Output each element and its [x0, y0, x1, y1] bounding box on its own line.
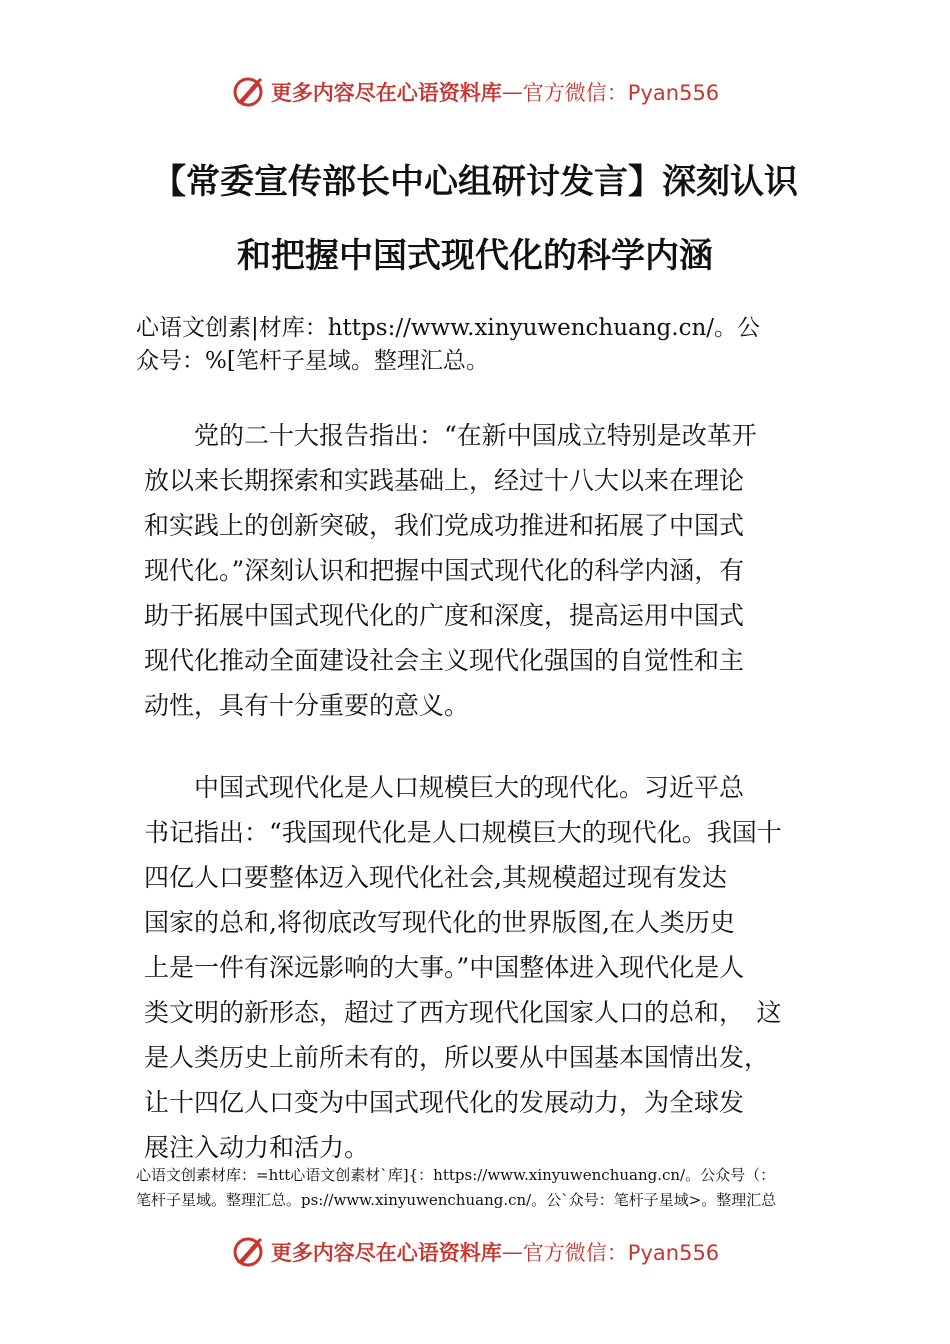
source-line-2: 众号：%[笔杆子星域。整理汇总。	[136, 348, 489, 374]
paragraph-line: 展注入动力和活力。	[144, 1133, 370, 1162]
banner-wechat: 官方微信：Pyan556	[522, 1241, 720, 1265]
paragraph-line: 放以来长期探索和实践基础上，经过十八大以来在理论	[144, 466, 745, 495]
paragraph-line: 和实践上的创新突破，我们党成功推进和拓展了中国式	[144, 511, 745, 540]
red-quill-logo-icon	[231, 75, 265, 109]
red-quill-logo-icon	[231, 1235, 265, 1269]
footer-note	[136, 1163, 846, 1213]
paragraph-line: 现代化。”深刻认识和把握中国式现代化的科学内涵，有	[144, 556, 745, 585]
banner-separator: —	[501, 1240, 523, 1264]
banner-text: 更多内容尽在心语资料库	[270, 1241, 502, 1265]
page-title-line-1: 【常委宣传部长中心组研讨发言】深刻认识	[152, 162, 798, 202]
source-line-1: 心语文创素|材库：https://www.xinyuwenchuang.cn/。公	[136, 315, 761, 341]
header-banner	[0, 72, 950, 112]
paragraph-1	[144, 413, 834, 728]
footer-banner	[0, 1232, 950, 1272]
paragraph-line: 国家的总和,将彻底改写现代化的世界版图,在人类历史	[144, 908, 735, 937]
paragraph-line: 助于拓展中国式现代化的广度和深度，提高运用中国式	[144, 601, 745, 630]
paragraph-line: 现代化推动全面建设社会主义现代化强国的自觉性和主	[144, 646, 745, 675]
page-title-line-2: 和把握中国式现代化的科学内涵	[237, 236, 713, 276]
paragraph-line: 书记指出：“我国现代化是人口规模巨大的现代化。我国十	[144, 818, 782, 847]
paragraph-line: 中国式现代化是人口规模巨大的现代化。习近平总	[144, 773, 745, 802]
source-note	[136, 312, 836, 378]
banner-separator: —	[501, 80, 523, 104]
paragraph-line: 让十四亿人口变为中国式现代化的发展动力，为全球发	[144, 1088, 745, 1117]
paragraph-line: 上是一件有深远影响的大事。”中国整体进入现代化是人	[144, 953, 745, 982]
paragraph-2	[144, 765, 834, 1170]
banner-text: 更多内容尽在心语资料库	[270, 81, 502, 105]
footer-line-2: 笔杆子星域。整理汇总。ps://www.xinyuwenchuang.cn/。公`众号：笔杆子星域>。整理汇总	[136, 1191, 777, 1209]
footer-line-1: 心语文创素材库：=htt心语文创素材`库]{：https://www.xinyuwenchuang.cn/。公众号（：	[136, 1166, 776, 1184]
paragraph-line: 动性，具有十分重要的意义。	[144, 691, 470, 720]
paragraph-line: 四亿人口要整体迈入现代化社会,其规模超过现有发达	[144, 863, 727, 892]
paragraph-line: 是人类历史上前所未有的，所以要从中国基本国情出发，	[144, 1043, 770, 1072]
paragraph-line: 党的二十大报告指出：“在新中国成立特别是改革开	[144, 421, 757, 450]
paragraph-line: 类文明的新形态，超过了西方现代化国家人口的总和， 这	[144, 998, 782, 1027]
banner-wechat: 官方微信：Pyan556	[522, 81, 720, 105]
